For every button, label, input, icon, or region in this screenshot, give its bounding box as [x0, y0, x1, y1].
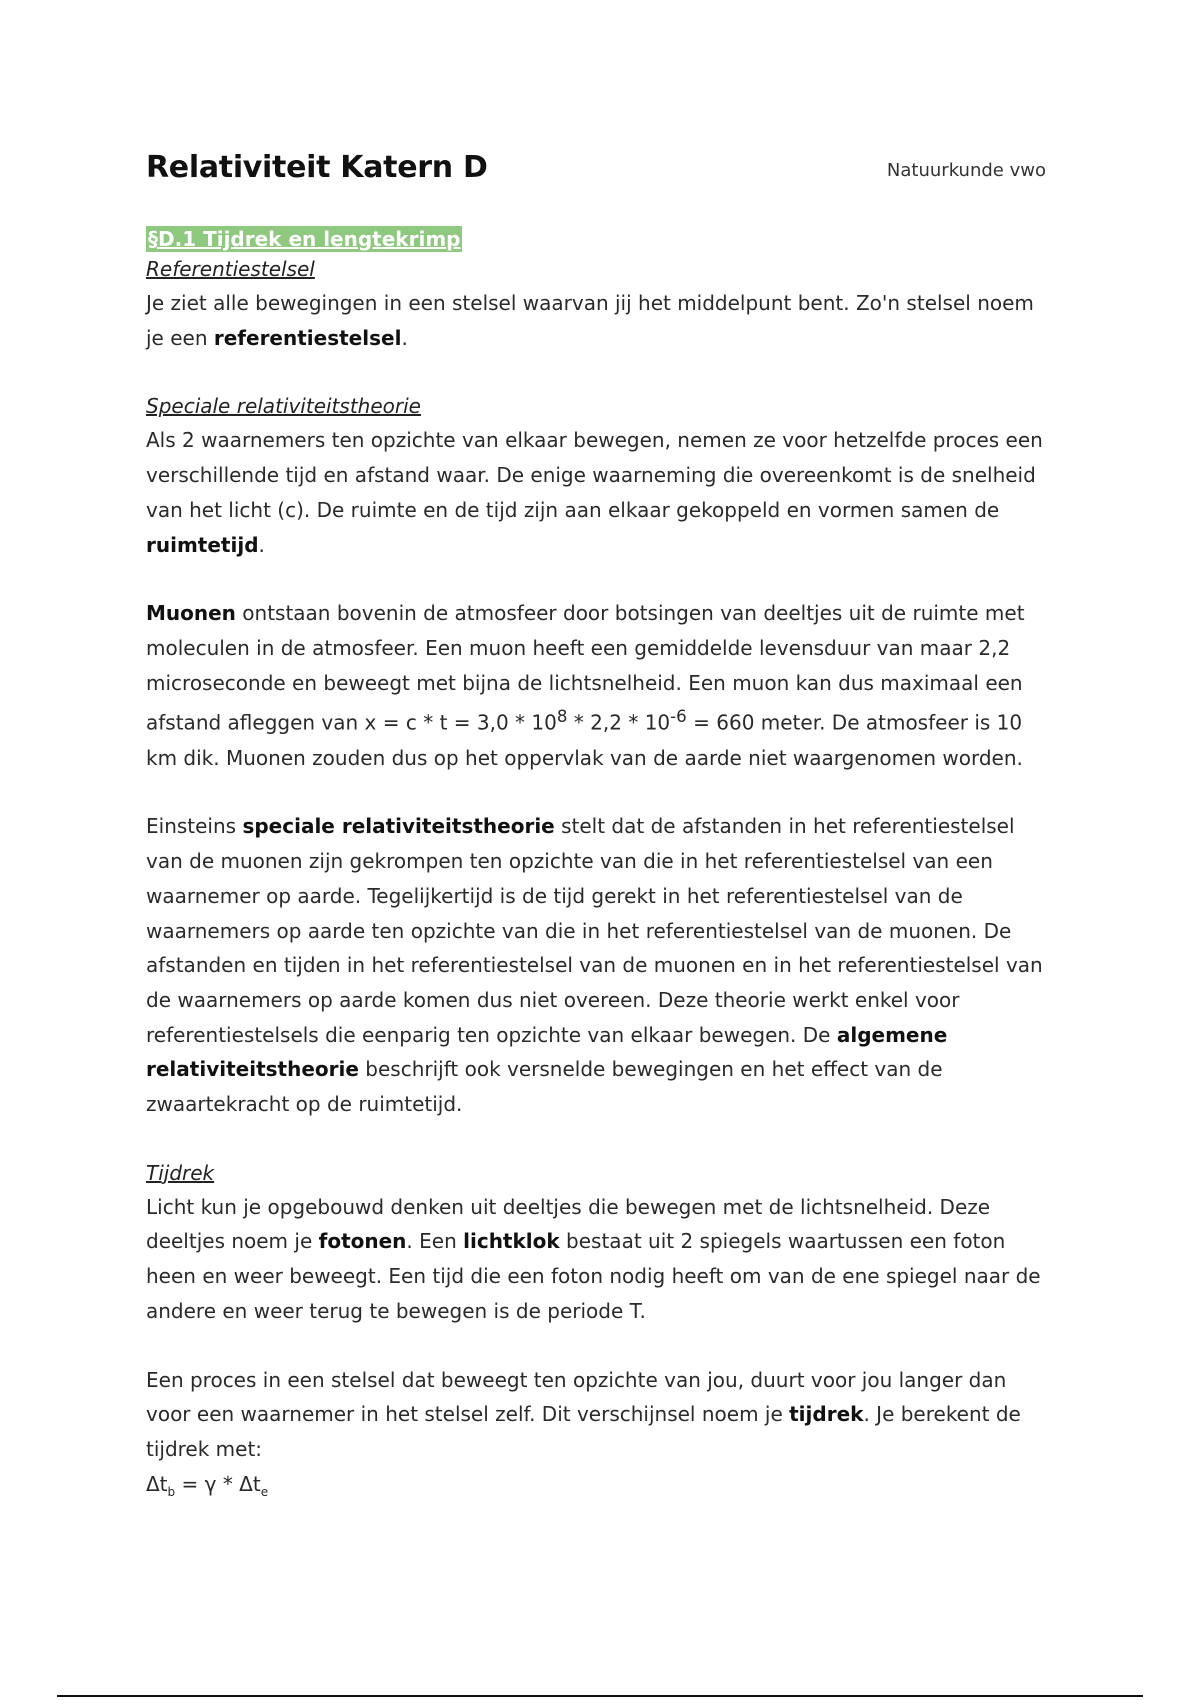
subheading-speciale-relativiteitstheorie: Speciale relativiteitstheorie: [146, 394, 421, 419]
document-subject: Natuurkunde vwo: [886, 160, 1046, 181]
paragraph-referentiestelsel: Je ziet alle bewegingen in een stelsel waarvan jij het middelpunt bent. Zo'n stelsel noem je een referentiestelsel.: [146, 291, 1034, 350]
paragraph-proces: Een proces in een stelsel dat beweegt ten opzichte van jou, duurt voor jou langer dan voor een waarnemer in het stelsel zelf. Dit verschijnsel noem je tijdrek. Je berekent de tijdrek met:: [146, 1367, 1021, 1461]
document-header: [146, 150, 1056, 200]
section-heading: §D.1 Tijdrek en lengtekrimp: [148, 227, 461, 251]
page-bottom-divider: [57, 1695, 1143, 1697]
subheading-referentiestelsel: Referentiestelsel: [146, 257, 315, 281]
paragraph-tijdrek: Licht kun je opgebouwd denken uit deeltjes die bewegen met de lichtsnelheid. Deze deeltjes noem je fotonen. Een lichtklok bestaat uit 2 spiegels waartussen een foton heen en weer beweegt. Een tijd die een foton nodig heeft om van de ene spiegel naar de andere en weer terug te bewegen is de periode T.: [146, 1194, 1041, 1323]
subheading-tijdrek: Tijdrek: [146, 1160, 215, 1185]
paragraph-muonen: Muonen ontstaan bovenin de atmosfeer door botsingen van deeltjes uit de ruimte met moleculen in de atmosfeer. Een muon heeft een gemiddelde levensduur van maar 2,2 microseconde en beweegt met bijna de lichtsnelheid. Een muon kan dus maximaal een afstand afleggen van $x = c * t = 3,0 * 10^8 * 2,2 * 10^{-6} = 660$ meter. De atmosfeer is 10 km dik. Muonen zouden dus op het oppervlak van de aarde niet waargenomen worden.: [146, 601, 1025, 770]
document-page: [146, 150, 1056, 1509]
paragraph-speciale-relativiteitstheorie: Als 2 waarnemers ten opzichte van elkaar bewegen, nemen ze voor hetzelfde proces een verschillende tijd en afstand waar. De enige waarneming die overeenkomt is de snelheid van het licht (c). De ruimte en de tijd zijn aan elkaar gekoppeld en vormen samen de ruimtetijd.: [146, 428, 1043, 557]
document-title: Relativiteit Katern D: [146, 150, 488, 185]
paragraph-einstein: Einsteins speciale relativiteitstheorie stelt dat de afstanden in het referentiestelsel van de muonen zijn gekrompen ten opzichte van die in het referentiestelsel van een waarnemer op aarde. Tegelijkertijd is de tijd gerekt in het referentiestelsel van de waarnemers op aarde ten opzichte van die in het referentiestelsel van de muonen. De afstanden en tijden in het referentiestelsel van de muonen en in het referentiestelsel van de waarnemers op aarde komen dus niet overeen. Deze theorie werkt enkel voor referentiestelsels die eenparig ten opzichte van elkaar bewegen. De algemene relativiteitstheorie beschrijft ook versnelde bewegingen en het effect van de zwaartekracht op de ruimtetijd.: [146, 814, 1043, 1117]
formula-tijdrek: $\Delta t_b = \gamma * \Delta t_e$: [146, 1471, 269, 1499]
